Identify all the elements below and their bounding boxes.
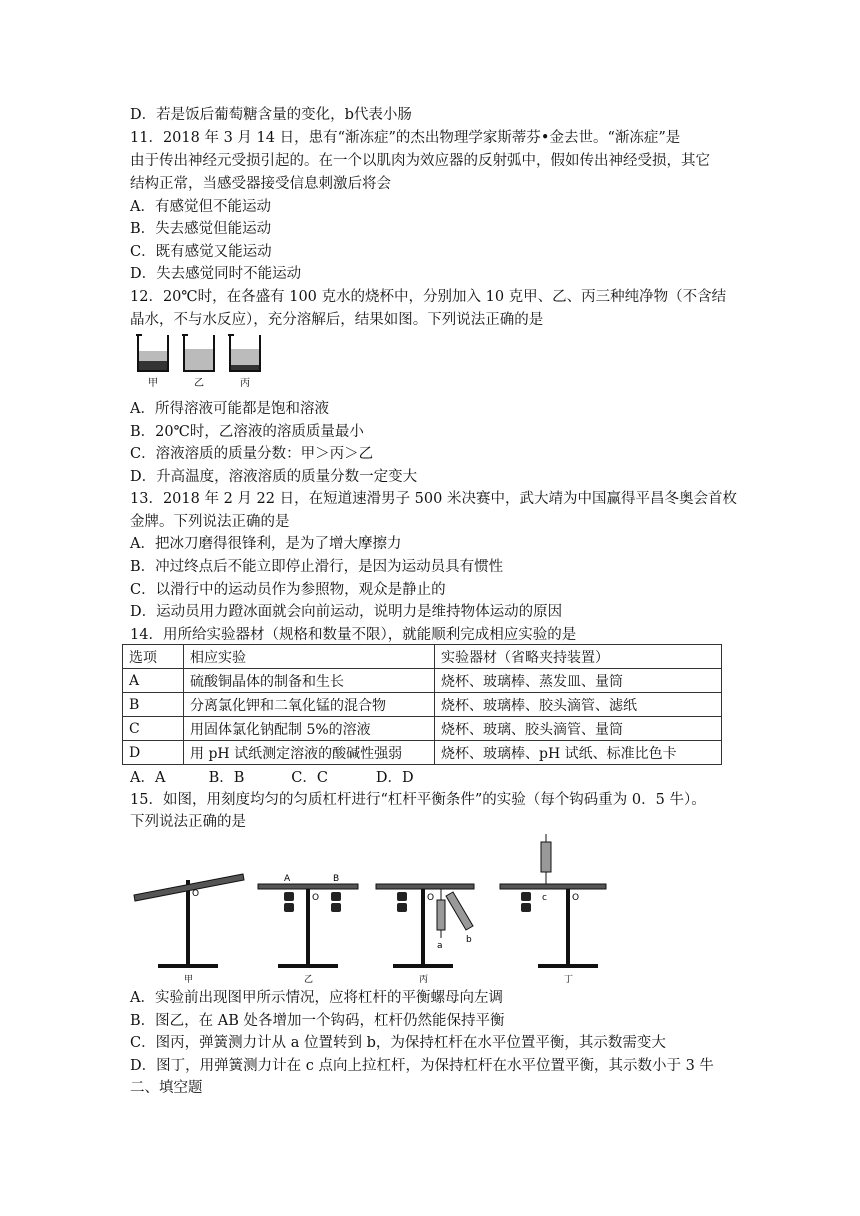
- experiment-table: [122, 644, 722, 765]
- q11-stem-line1: 11．2018 年 3 月 14 日，患有“渐冻症”的杰出物理学家斯蒂芬•金去世。“渐冻症”是: [130, 130, 681, 146]
- beaker-label-yi: 乙: [194, 378, 204, 389]
- q12-stem-line2: 晶水，不与水反应），充分溶解后，结果如图。下列说法正确的是: [130, 312, 544, 328]
- table-cell: C: [123, 717, 184, 741]
- q11-stem-line3: 结构正常，当感受器接受信息刺激后将会: [130, 176, 391, 192]
- lever-yi-label: 乙: [304, 975, 314, 985]
- q15-option-a: A．实验前出现图甲所示情况，应将杠杆的平衡螺母向左调: [130, 990, 503, 1006]
- q15-stem-line2: 下列说法正确的是: [130, 814, 246, 830]
- table-header-cell: 选项: [123, 645, 184, 669]
- table-row: [123, 693, 722, 717]
- beaker-bing: [228, 335, 260, 371]
- q15-option-c: C．图丙，弹簧测力计从 a 位置转到 b，为保持杠杆在水平位置平衡，其示数需变大: [130, 1035, 666, 1051]
- table-header-row: [123, 645, 722, 669]
- lever-ding: [500, 834, 606, 985]
- table-header-cell: 相应实验: [184, 645, 435, 669]
- lever-ding-pivot: O: [572, 893, 580, 903]
- q11-option-b: B．失去感觉但能运动: [130, 221, 272, 237]
- q13-option-d: D．运动员用力蹬冰面就会向前运动，说明力是维持物体运动的原因: [130, 604, 563, 620]
- q15-stem-line1: 15．如图，用刻度均匀的匀质杠杆进行“杠杆平衡条件”的实验（每个钩码重为 0．5 牛）。: [130, 792, 706, 808]
- q11-option-c: C．既有感觉又能运动: [130, 244, 272, 260]
- table-cell: 烧杯、玻璃棒、胶头滴管、滤纸: [435, 693, 722, 717]
- section-heading-fill-in: 二、填空题: [130, 1080, 203, 1096]
- lever-bing-pivot: O: [427, 893, 435, 903]
- q11-option-a: A．有感觉但不能运动: [130, 199, 271, 215]
- table-cell: 用 pH 试纸测定溶液的酸碱性强弱: [184, 741, 435, 765]
- lever-ding-point-c: c: [542, 893, 547, 903]
- table-cell: B: [123, 693, 184, 717]
- beaker-yi: [182, 335, 214, 371]
- table-cell: 硫酸铜晶体的制备和生长: [184, 669, 435, 693]
- q11-stem-line2: 由于传出神经元受损引起的。在一个以肌肉为效应器的反射弧中，假如传出神经受损，其它: [130, 153, 710, 169]
- q12-option-d: D．升高温度，溶液溶质的质量分数一定变大: [130, 469, 418, 485]
- q15-option-d: D．图丁，用弹簧测力计在 c 点向上拉杠杆，为保持杠杆在水平位置平衡，其示数小于 3 牛: [130, 1058, 714, 1074]
- beaker-label-jia: 甲: [148, 378, 158, 389]
- lever-figures: [128, 830, 628, 990]
- table-cell: 用固体氯化钠配制 5%的溶液: [184, 717, 435, 741]
- q12-stem-line1: 12．20℃时，在各盛有 100 克水的烧杯中，分别加入 10 克甲、乙、丙三种纯净物（不含结: [130, 289, 727, 305]
- q14-answer-b: B．B: [208, 770, 245, 786]
- table-header-cell: 实验器材（省略夹持装置）: [435, 645, 722, 669]
- q15-option-b: B．图乙，在 AB 处各增加一个钩码，杠杆仍然能保持平衡: [130, 1013, 505, 1029]
- lever-bing-label: 丙: [419, 975, 429, 985]
- q13-option-a: A．把冰刀磨得很锋利，是为了增大摩擦力: [130, 536, 402, 552]
- lever-jia-label: 甲: [184, 975, 194, 985]
- table-row: [123, 741, 722, 765]
- q14-answer-d: D．D: [375, 770, 414, 786]
- beakers-figure: [134, 331, 274, 391]
- table-cell: 分离氯化钾和二氧化锰的混合物: [184, 693, 435, 717]
- q11-option-d: D．失去感觉同时不能运动: [130, 266, 302, 282]
- q13-option-c: C．以滑行中的运动员作为参照物，观众是静止的: [130, 582, 446, 598]
- lever-bing-spring-b: b: [466, 935, 472, 945]
- lever-ding-label: 丁: [564, 975, 574, 985]
- q13-option-b: B．冲过终点后不能立即停止滑行，是因为运动员具有惯性: [130, 559, 504, 575]
- beaker-label-bing: 丙: [240, 378, 250, 389]
- q13-stem-line1: 13．2018 年 2 月 22 日，在短道速滑男子 500 米决赛中，武大靖为中国赢得平昌冬奥会首枚: [130, 491, 737, 507]
- q10-option-d: D．若是饭后葡萄糖含量的变化，b代表小肠: [130, 107, 412, 123]
- lever-yi-point-a: A: [284, 874, 291, 884]
- lever-bing-spring-a: a: [437, 941, 443, 951]
- lever-yi-pivot: O: [312, 893, 320, 903]
- q14-answer-a: A．A: [130, 770, 166, 786]
- q14-answer-row: [130, 766, 414, 787]
- table-cell: D: [123, 741, 184, 765]
- lever-jia: [134, 874, 244, 985]
- table-cell: 烧杯、玻璃棒、pH 试纸、标准比色卡: [435, 741, 722, 765]
- q14-stem: 14．用所给实验器材（规格和数量不限），就能顺利完成相应实验的是: [130, 627, 577, 643]
- table-row: [123, 669, 722, 693]
- q12-option-a: A．所得溶液可能都是饱和溶液: [130, 401, 329, 417]
- table-cell: 烧杯、玻璃、胶头滴管、量筒: [435, 717, 722, 741]
- lever-jia-pivot: O: [192, 889, 200, 899]
- beaker-jia: [136, 335, 168, 371]
- table-cell: 烧杯、玻璃棒、蒸发皿、量筒: [435, 669, 722, 693]
- table-row: [123, 717, 722, 741]
- q13-stem-line2: 金牌。下列说法正确的是: [130, 514, 290, 530]
- q14-answer-c: C．C: [291, 770, 328, 786]
- lever-yi: [258, 874, 358, 985]
- q12-option-c: C．溶液溶质的质量分数：甲＞丙＞乙: [130, 446, 374, 462]
- q12-option-b: B．20℃时，乙溶液的溶质质量最小: [130, 424, 364, 440]
- lever-bing: [376, 884, 474, 985]
- lever-yi-point-b: B: [333, 874, 340, 884]
- table-cell: A: [123, 669, 184, 693]
